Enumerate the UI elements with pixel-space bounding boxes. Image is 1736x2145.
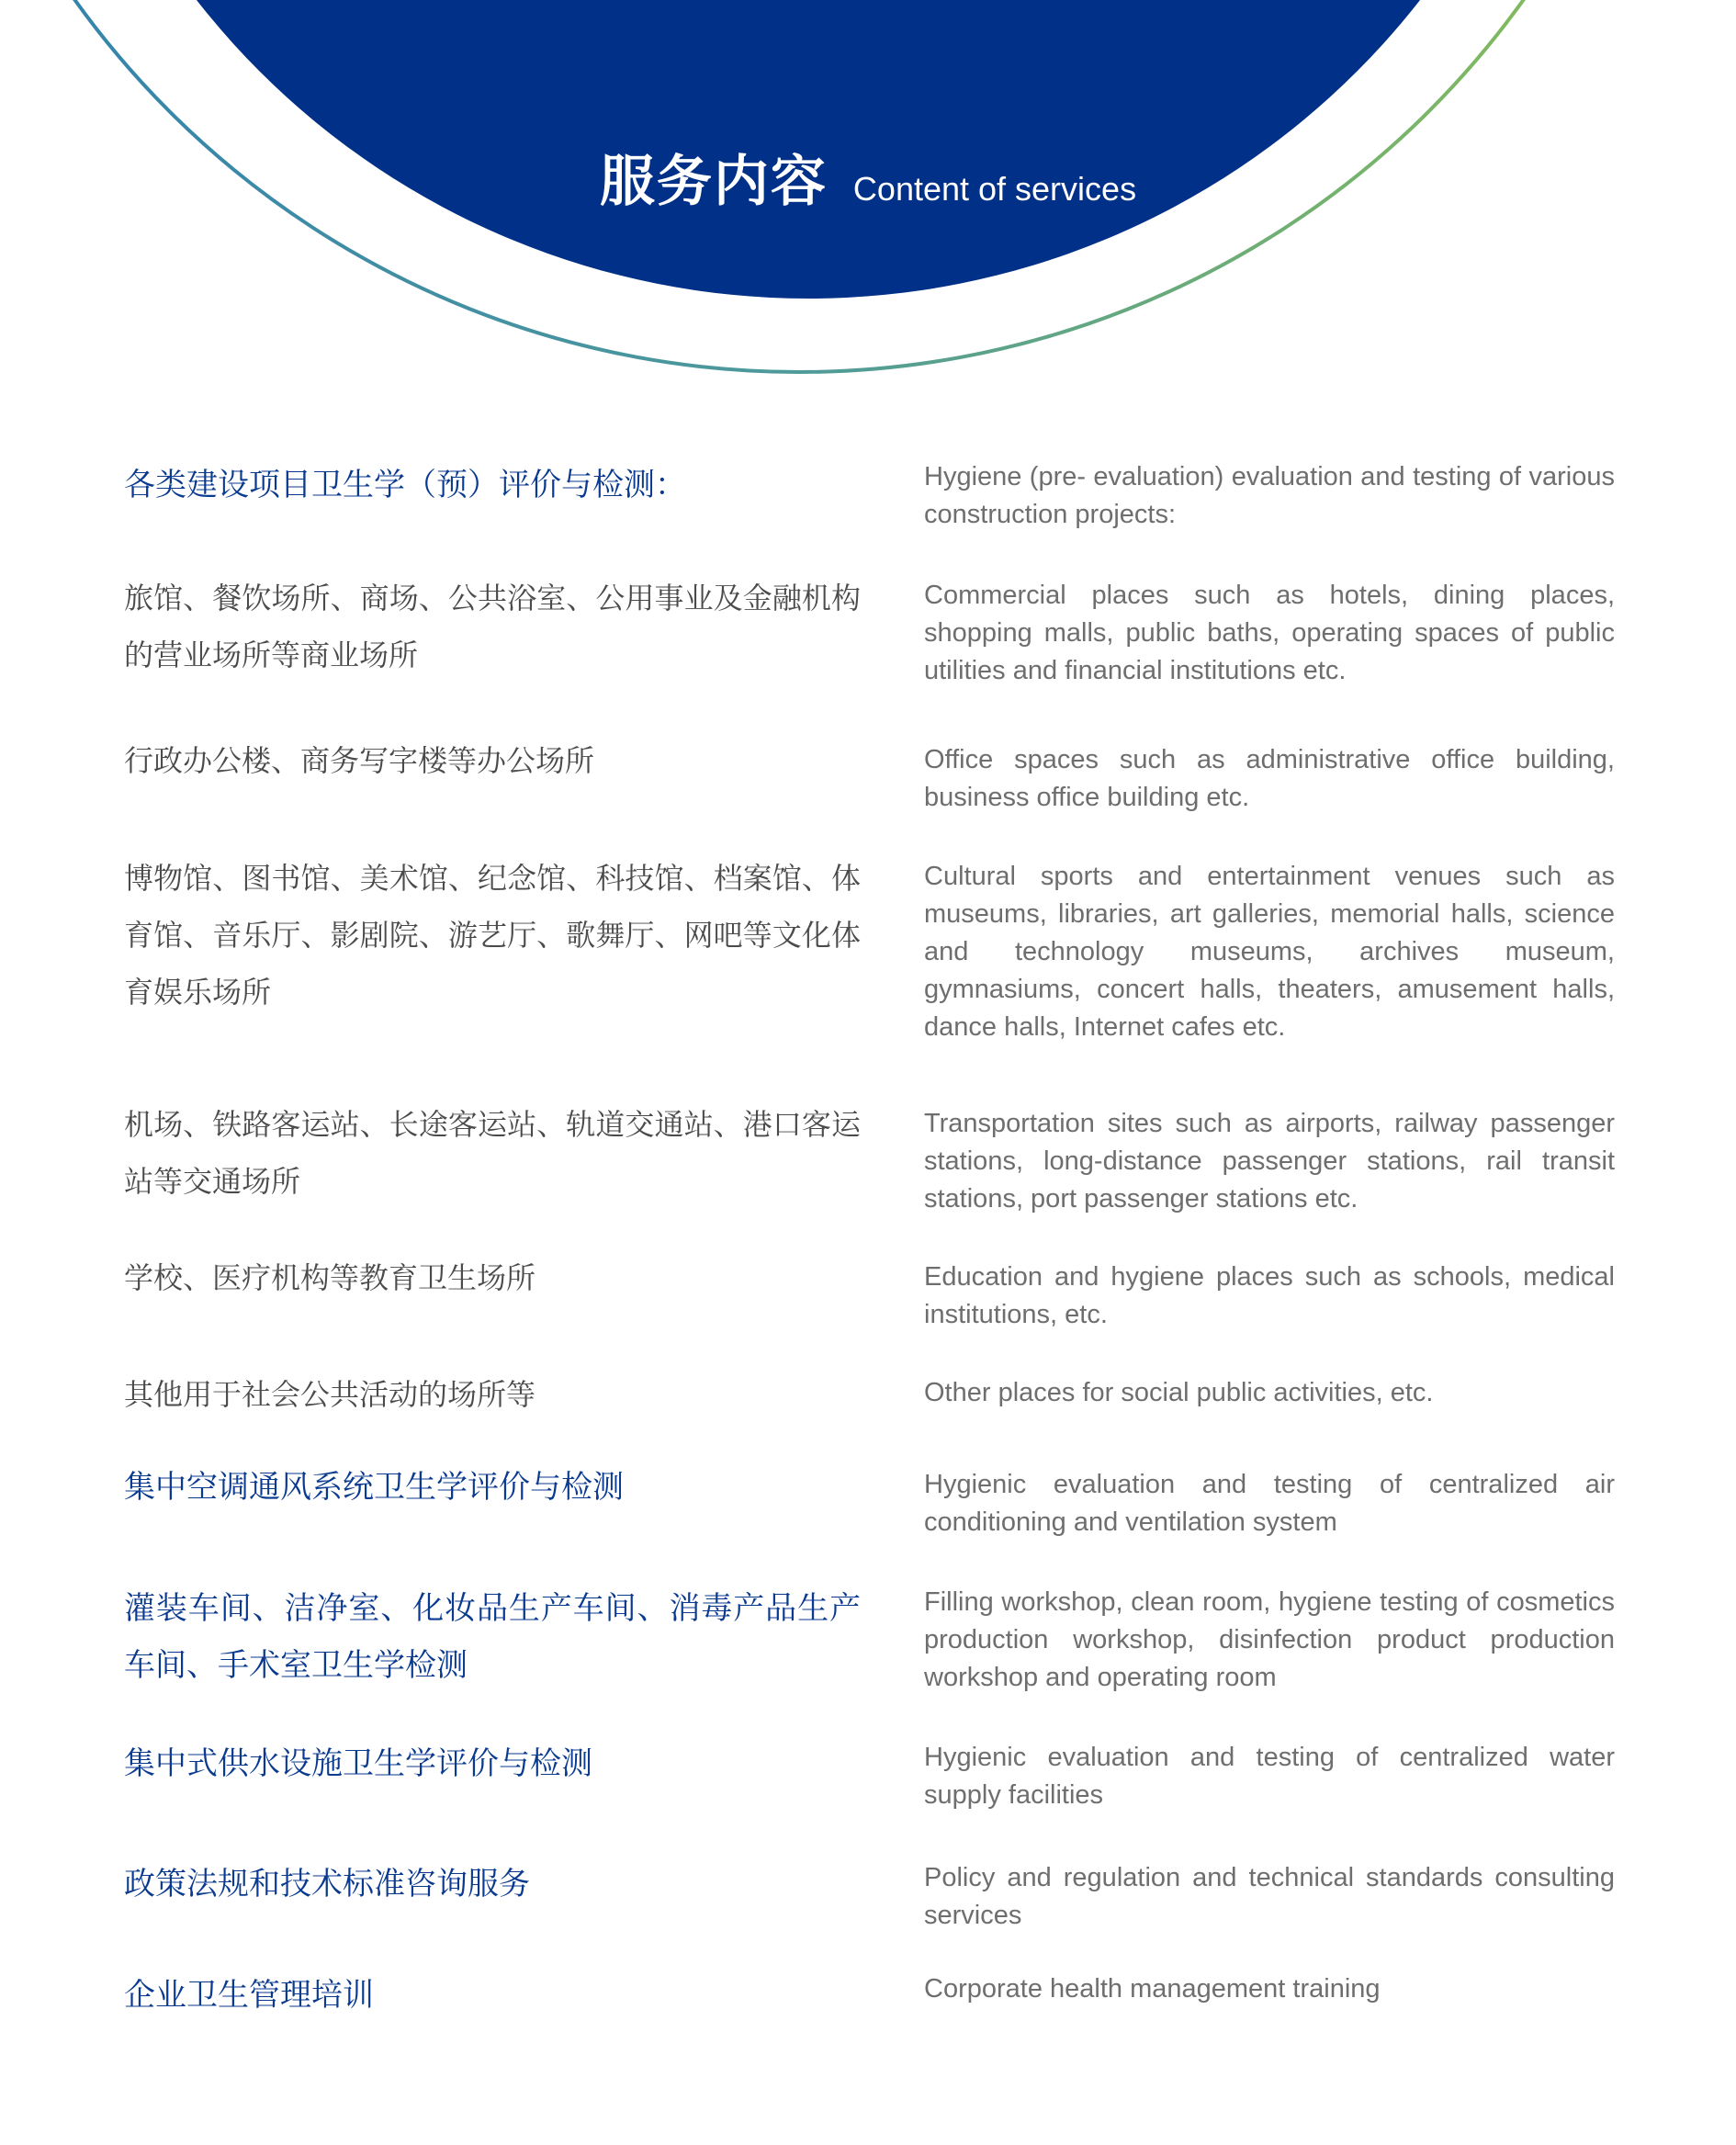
- service-item-en: Filling workshop, clean room, hygiene testing of cosmetics production workshop, disinfection product production workshop and operating room: [924, 1587, 1615, 1692]
- service-item-en: Education and hygiene places such as schools, medical institutions, etc.: [924, 1262, 1615, 1329]
- service-item-cn: 灌装车间、洁净室、化妆品生产车间、消毒产品生产车间、手术室卫生学检测: [124, 1590, 861, 1684]
- service-item-cn: 集中空调通风系统卫生学评价与检测: [124, 1469, 624, 1506]
- service-item-cn: 政策法规和技术标准咨询服务: [124, 1866, 530, 1902]
- service-item-en: Hygienic evaluation and testing of centralized air conditioning and ventilation system: [924, 1470, 1615, 1537]
- service-item-cn: 其他用于社会公共活动的场所等: [124, 1377, 536, 1412]
- service-item-cn: 集中式供水设施卫生学评价与检测: [124, 1745, 592, 1782]
- service-item-en: Policy and regulation and technical standards consulting services: [924, 1863, 1615, 1930]
- service-item-cn: 行政办公楼、商务写字楼等办公场所: [124, 743, 595, 778]
- service-item-en: Transportation sites such as airports, railway passenger stations, long-distance passenger stations, rail transit stations, port passenger stations etc.: [924, 1109, 1615, 1214]
- service-item-en: Commercial places such as hotels, dining places, shopping malls, public baths, operating spaces of public utilities and financial institutions etc.: [924, 581, 1615, 685]
- service-item-cn: 各类建设项目卫生学（预）评价与检测：: [124, 467, 686, 503]
- service-item-en: Other places for social public activities, etc.: [924, 1378, 1434, 1407]
- service-item-cn: 博物馆、图书馆、美术馆、纪念馆、科技馆、档案馆、体育馆、音乐厅、影剧院、游艺厅、歌舞厅、网吧等文化体育娱乐场所: [124, 861, 861, 1010]
- service-item-cn: 企业卫生管理培训: [124, 1977, 374, 2014]
- service-item-cn: 学校、医疗机构等教育卫生场所: [124, 1260, 536, 1295]
- service-item-en: Corporate health management training: [924, 1974, 1381, 2004]
- service-item-en: Cultural sports and entertainment venues such as museums, libraries, art galleries, memorial halls, science and technology museums, archives museum, gymnasiums, concert halls, theaters, amusement halls, dance halls, Internet cafes etc.: [924, 862, 1615, 1042]
- page-title: [0, 138, 1736, 217]
- page-title-cn: 服务内容: [599, 150, 828, 214]
- service-item-cn: 旅馆、餐饮场所、商场、公共浴室、公用事业及金融机构的营业场所等商业场所: [124, 581, 861, 672]
- service-item-en: Office spaces such as administrative office building, business office building etc.: [924, 745, 1615, 812]
- page-title-en: Content of services: [852, 170, 1137, 208]
- service-item-en: Hygienic evaluation and testing of centralized water supply facilities: [924, 1743, 1615, 1810]
- service-item-cn: 机场、铁路客运站、长途客运站、轨道交通站、港口客运站等交通场所: [124, 1107, 861, 1199]
- service-item-en: Hygiene (pre- evaluation) evaluation and testing of various construction projects:: [924, 462, 1615, 529]
